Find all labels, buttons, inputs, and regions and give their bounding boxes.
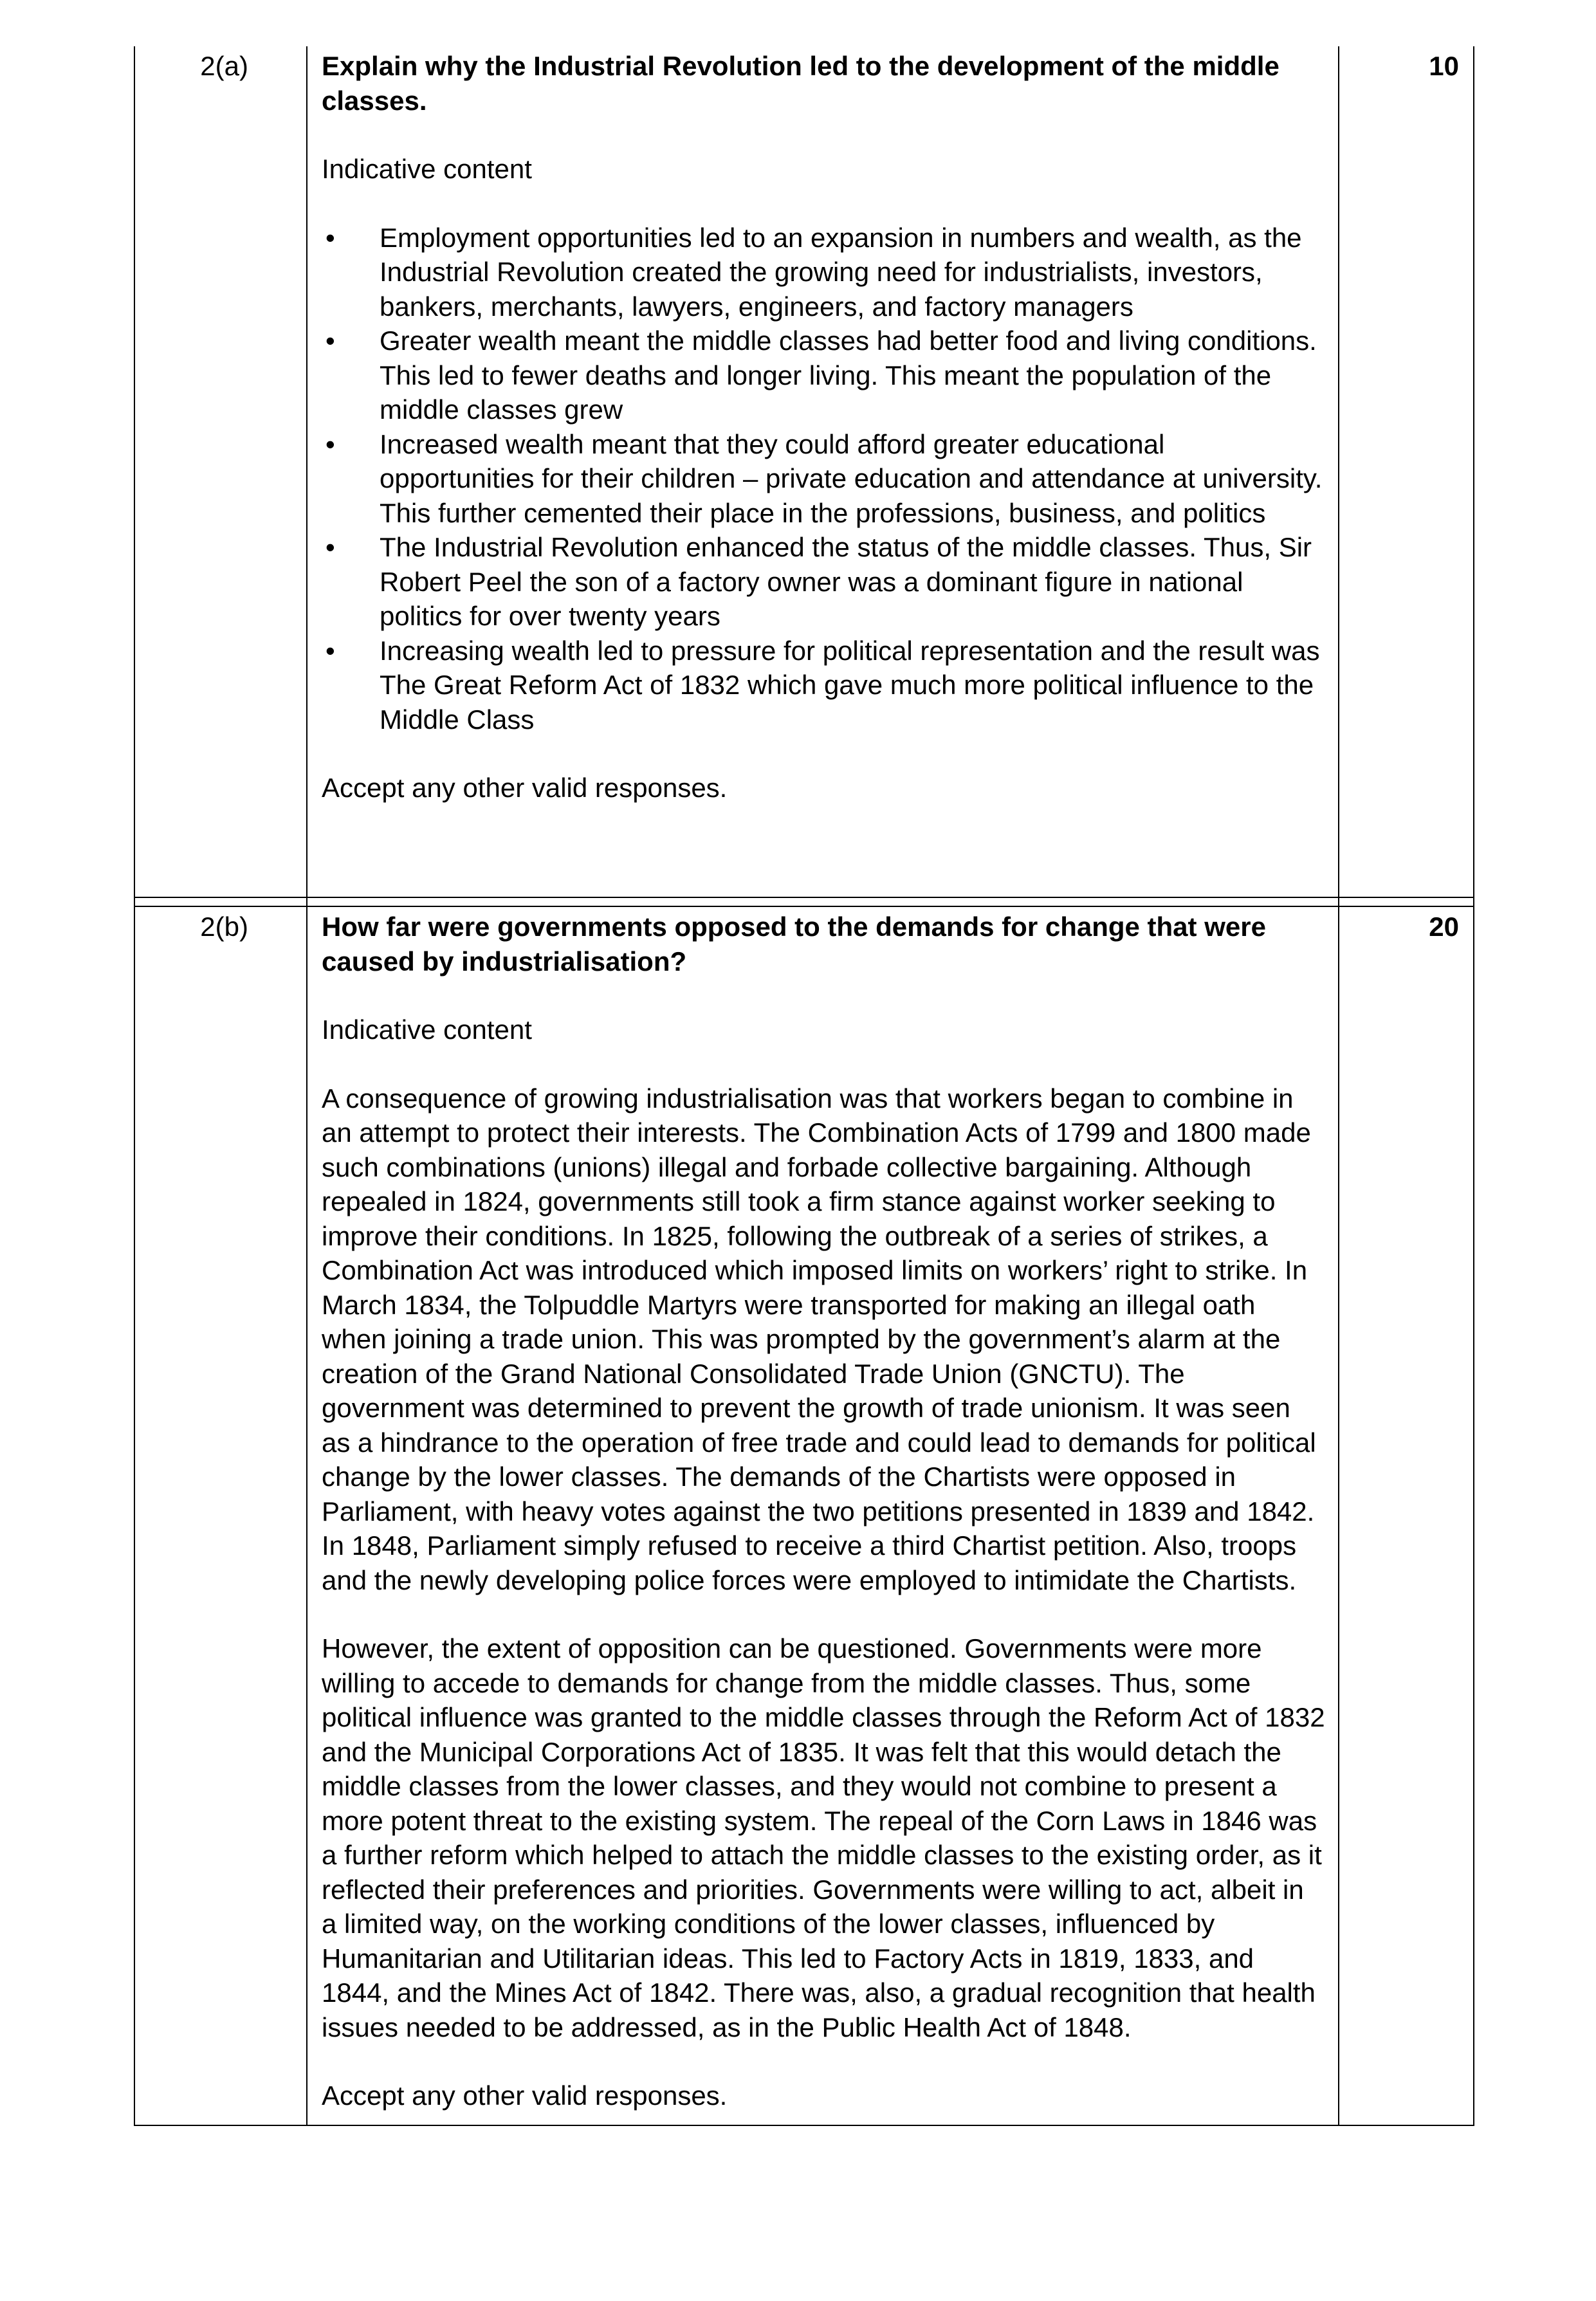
list-item bbox=[322, 221, 1325, 324]
separator-cell bbox=[307, 897, 1339, 906]
mark-scheme-table bbox=[134, 46, 1474, 2126]
bullet-icon: • bbox=[326, 532, 335, 562]
list-item-text: Increased wealth meant that they could afford greater educational opportunities for their children – private education and attendance at university. This further cemented their place in the professions, business, and politics bbox=[380, 428, 1323, 528]
accept-note: Accept any other valid responses. bbox=[322, 773, 728, 803]
list-item bbox=[322, 427, 1325, 531]
separator-cell bbox=[134, 897, 307, 906]
bullet-icon: • bbox=[326, 428, 335, 459]
indicative-content-label: Indicative content bbox=[322, 154, 532, 184]
marks-value: 10 bbox=[1339, 46, 1474, 897]
list-item-text: Greater wealth meant the middle classes had better food and living conditions. This led to fewer deaths and longer living. This meant the population of the middle classes grew bbox=[380, 325, 1317, 425]
list-item bbox=[322, 634, 1325, 737]
marks-value: 20 bbox=[1339, 906, 1474, 2125]
list-item bbox=[322, 324, 1325, 427]
content-paragraph: A consequence of growing industrialisation was that workers began to combine in an attempt to protect their interests. The Combination Acts of 1799 and 1800 made such combinations (unions) illegal and forbade collective bargaining. Although repealed in 1824, governments still took a firm stance against worker seeking to improve their conditions. In 1825, following the outbreak of a series of strikes, a Combination Act was introduced which imposed limits on workers’ right to strike. In March 1834, the Tolpuddle Martyrs were transported for making an illegal oath when joining a trade union. This was prompted by the government’s alarm at the creation of the Grand National Consolidated Trade Union (GNCTU). The government was determined to prevent the growth of trade unionism. It was seen as a hindrance to the operation of free trade and could lead to demands for political change by the lower classes. The demands of the Chartists were opposed in Parliament, with heavy votes against the two petitions presented in 1839 and 1842. In 1848, Parliament simply refused to receive a third Chartist petition. Also, troops and the newly developing police forces were employed to intimidate the Chartists. bbox=[322, 1083, 1316, 1595]
bullet-icon: • bbox=[326, 325, 335, 356]
question-title: How far were governments opposed to the demands for change that were caused by industrialisation? bbox=[322, 912, 1266, 976]
list-item-text: Employment opportunities led to an expansion in numbers and wealth, as the Industrial Revolution created the growing need for industrialists, investors, bankers, merchants, lawyers, engineers, and factory managers bbox=[380, 222, 1302, 322]
question-number: 2(a) bbox=[134, 46, 307, 897]
accept-note: Accept any other valid responses. bbox=[322, 2080, 728, 2111]
question-row-2b bbox=[134, 906, 1474, 2125]
bullet-icon: • bbox=[326, 635, 335, 666]
list-item bbox=[322, 530, 1325, 634]
answer-guidance bbox=[307, 906, 1339, 2125]
question-row-2a bbox=[134, 46, 1474, 897]
indicative-content-list bbox=[322, 221, 1325, 737]
question-number: 2(b) bbox=[134, 906, 307, 2125]
question-title: Explain why the Industrial Revolution led to the development of the middle classes. bbox=[322, 51, 1280, 116]
separator-cell bbox=[1339, 897, 1474, 906]
list-item-text: The Industrial Revolution enhanced the status of the middle classes. Thus, Sir Robert Peel the son of a factory owner was a dominant figure in national politics for over twenty years bbox=[380, 532, 1312, 631]
answer-guidance bbox=[307, 46, 1339, 897]
content-paragraph: However, the extent of opposition can be questioned. Governments were more willing to accede to demands for change from the middle classes. Thus, some political influence was granted to the middle classes through the Reform Act of 1832 and the Municipal Corporations Act of 1835. It was felt that this would detach the middle classes from the lower classes, and they would not combine to present a more potent threat to the existing system. The repeal of the Corn Laws in 1846 was a further reform which helped to attach the middle classes to the existing order, as it reflected their preferences and priorities. Governments were willing to act, albeit in a limited way, on the working conditions of the lower classes, influenced by Humanitarian and Utilitarian ideas. This led to Factory Acts in 1819, 1833, and 1844, and the Mines Act of 1842. There was, also, a gradual recognition that health issues needed to be addressed, as in the Public Health Act of 1848. bbox=[322, 1633, 1325, 2042]
list-item-text: Increasing wealth led to pressure for political representation and the result was The Great Reform Act of 1832 which gave much more political influence to the Middle Class bbox=[380, 635, 1320, 735]
row-separator bbox=[134, 897, 1474, 906]
bullet-icon: • bbox=[326, 222, 335, 253]
indicative-content-label: Indicative content bbox=[322, 1014, 532, 1045]
